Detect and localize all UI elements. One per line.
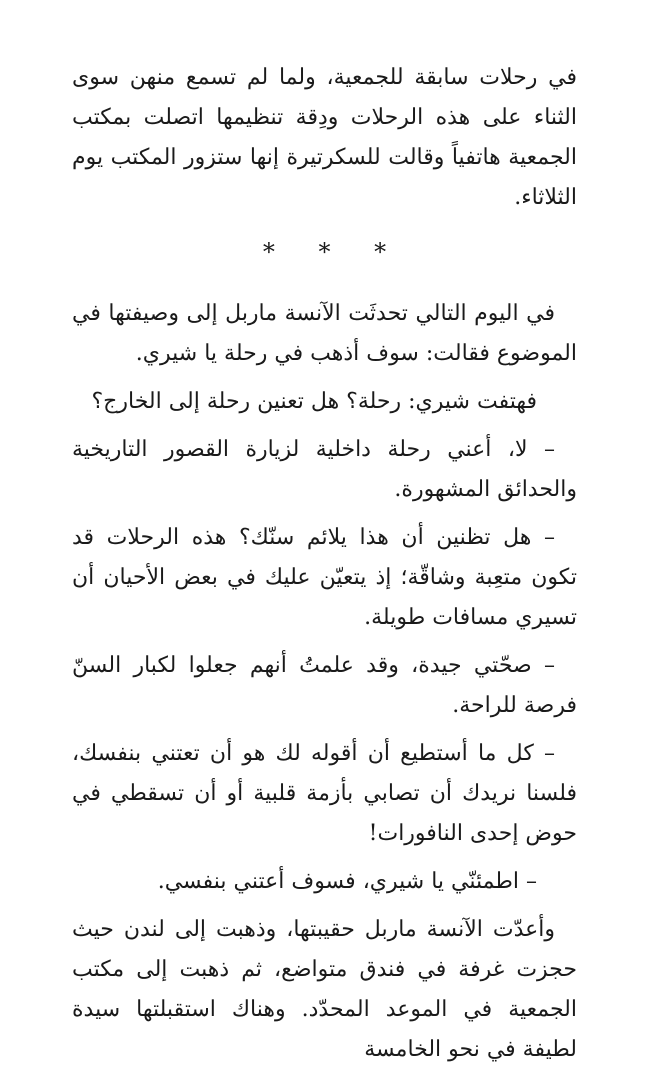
paragraph-continuation: في رحلات سابقة للجمعية، ولما لم تسمع منهن سوى الثناء على هذه الرحلات ودِقة تنظيمها اتصلت بمكتب الجمعية هاتفياً وقالت للسكرتيرة إنها ستزور المكتب يوم الثلاثاء. [72,65,577,210]
dialogue-line-reassure: – اطمئنّي يا شيري، فسوف أعتني بنفسي. [157,869,537,894]
paragraph-next-day: في اليوم التالي تحدثَت الآنسة ماربل إلى وصيفتها في الموضوع فقالت: سوف أذهب في رحلة يا شيري. [72,301,577,366]
section-separator: * * * [262,238,405,266]
dialogue-line-domestic-trip: – لا، أعني رحلة داخلية لزيارة القصور التاريخية والحدائق المشهورة. [72,437,577,502]
dialogue-line-cherry-question: فهتفت شيري: رحلة؟ هل تعنين رحلة إلى الخارج؟ [91,389,537,414]
dialogue-line-take-care: – كل ما أستطيع أن أقوله لك هو أن تعتني بنفسك، فلسنا نريدك أن تصابي بأزمة قلبية أو أن تسقطي في حوض إحدى النافورات! [72,741,577,846]
dialogue-line-age-concern: – هل تظنين أن هذا يلائم سنّك؟ هذه الرحلات قد تكون متعِبة وشاقّة؛ إذ يتعيّن عليك في بعض الأحيان أن تسيري مسافات طويلة. [72,525,577,630]
paragraph-london-trip: وأعدّت الآنسة ماربل حقيبتها، وذهبت إلى لندن حيث حجزت غرفة في فندق متواضع، ثم ذهبت إلى مكتب الجمعية في الموعد المحدّد. وهناك استقبلتها سيدة لطيفة في نحو الخامسة [72,917,577,1062]
dialogue-line-good-health: – صحّتي جيدة، وقد علمتُ أنهم جعلوا لكبار السنّ فرصة للراحة. [72,653,577,718]
